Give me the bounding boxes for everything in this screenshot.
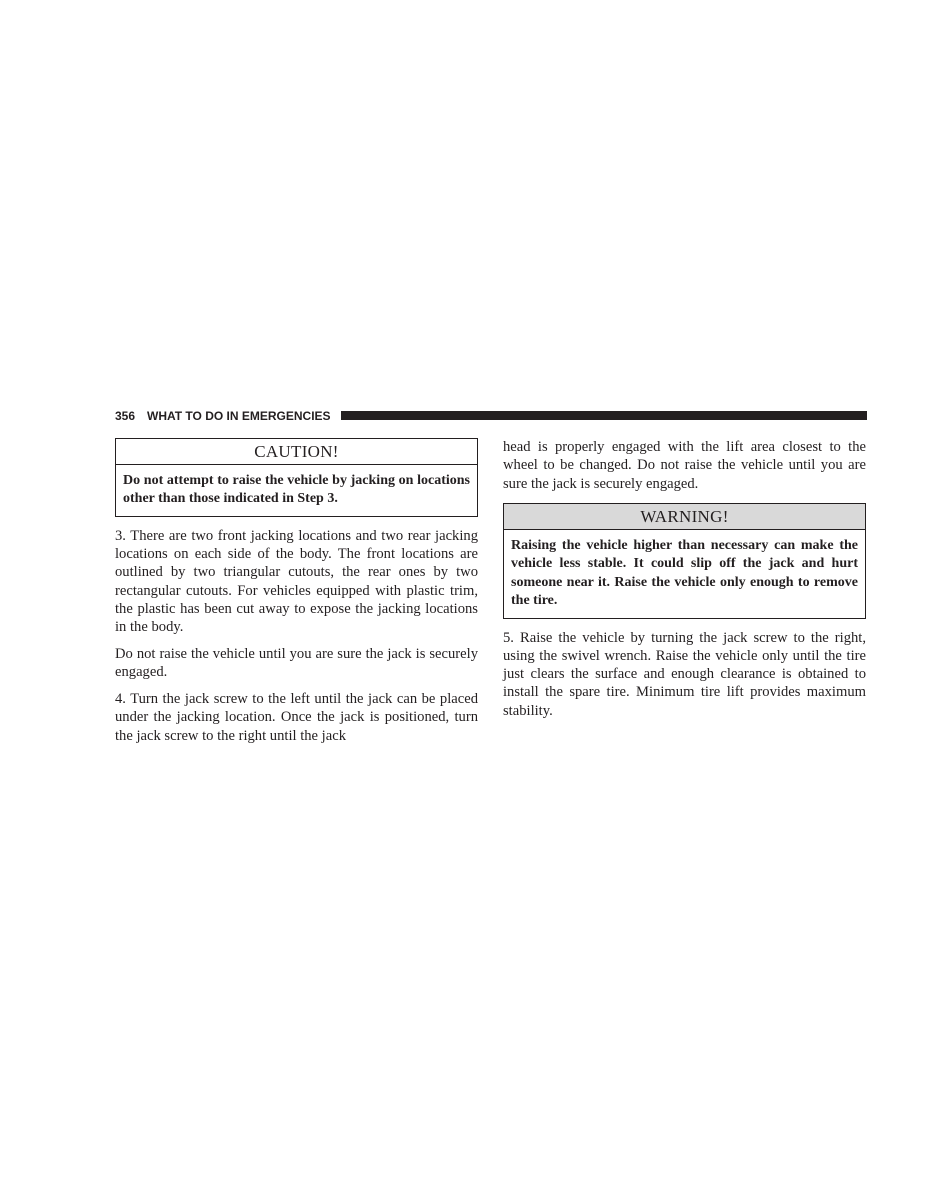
page-header: [115, 408, 867, 424]
header-rule: [341, 411, 867, 420]
paragraph-step-4: 4. Turn the jack screw to the left until the jack can be placed under the jacking location. Once the jack is positioned, turn the jack screw to the right until the jack: [115, 691, 478, 744]
left-column: [115, 438, 478, 754]
paragraph-securely-engaged: Do not raise the vehicle until you are sure the jack is securely engaged.: [115, 646, 478, 681]
caution-title: CAUTION!: [116, 439, 477, 465]
right-column: [503, 438, 866, 729]
warning-body: Raising the vehicle higher than necessary can make the vehicle less stable. It could slip off the jack and hurt someone near it. Raise the vehicle only enough to remove the tire.: [511, 537, 858, 609]
paragraph-step-3: 3. There are two front jacking locations and two rear jacking locations on each side of the body. The front locations are outlined by two triangular cutouts, the rear ones by two rectangular cutouts. For vehicles equipped with plastic trim, the plastic has been cut away to expose the jacking locations in the body.: [115, 527, 478, 636]
caution-body: Do not attempt to raise the vehicle by jacking on locations other than those indicated in Step 3.: [123, 473, 470, 507]
caution-box: [115, 438, 478, 517]
page-number: 356: [115, 409, 136, 423]
paragraph-step-5: 5. Raise the vehicle by turning the jack screw to the right, using the swivel wrench. Raise the vehicle only until the tire just clears the surface and enough clearance is obtained to install the spare tire. Minimum tire lift provides maximum stability.: [503, 629, 866, 719]
warning-title: WARNING!: [504, 504, 865, 530]
warning-box: [503, 503, 866, 619]
section-title: WHAT TO DO IN EMERGENCIES: [147, 409, 331, 423]
paragraph-step-4-continued: head is properly engaged with the lift area closest to the wheel to be changed. Do not raise the vehicle until you are sure the jack is securely engaged.: [503, 439, 866, 492]
